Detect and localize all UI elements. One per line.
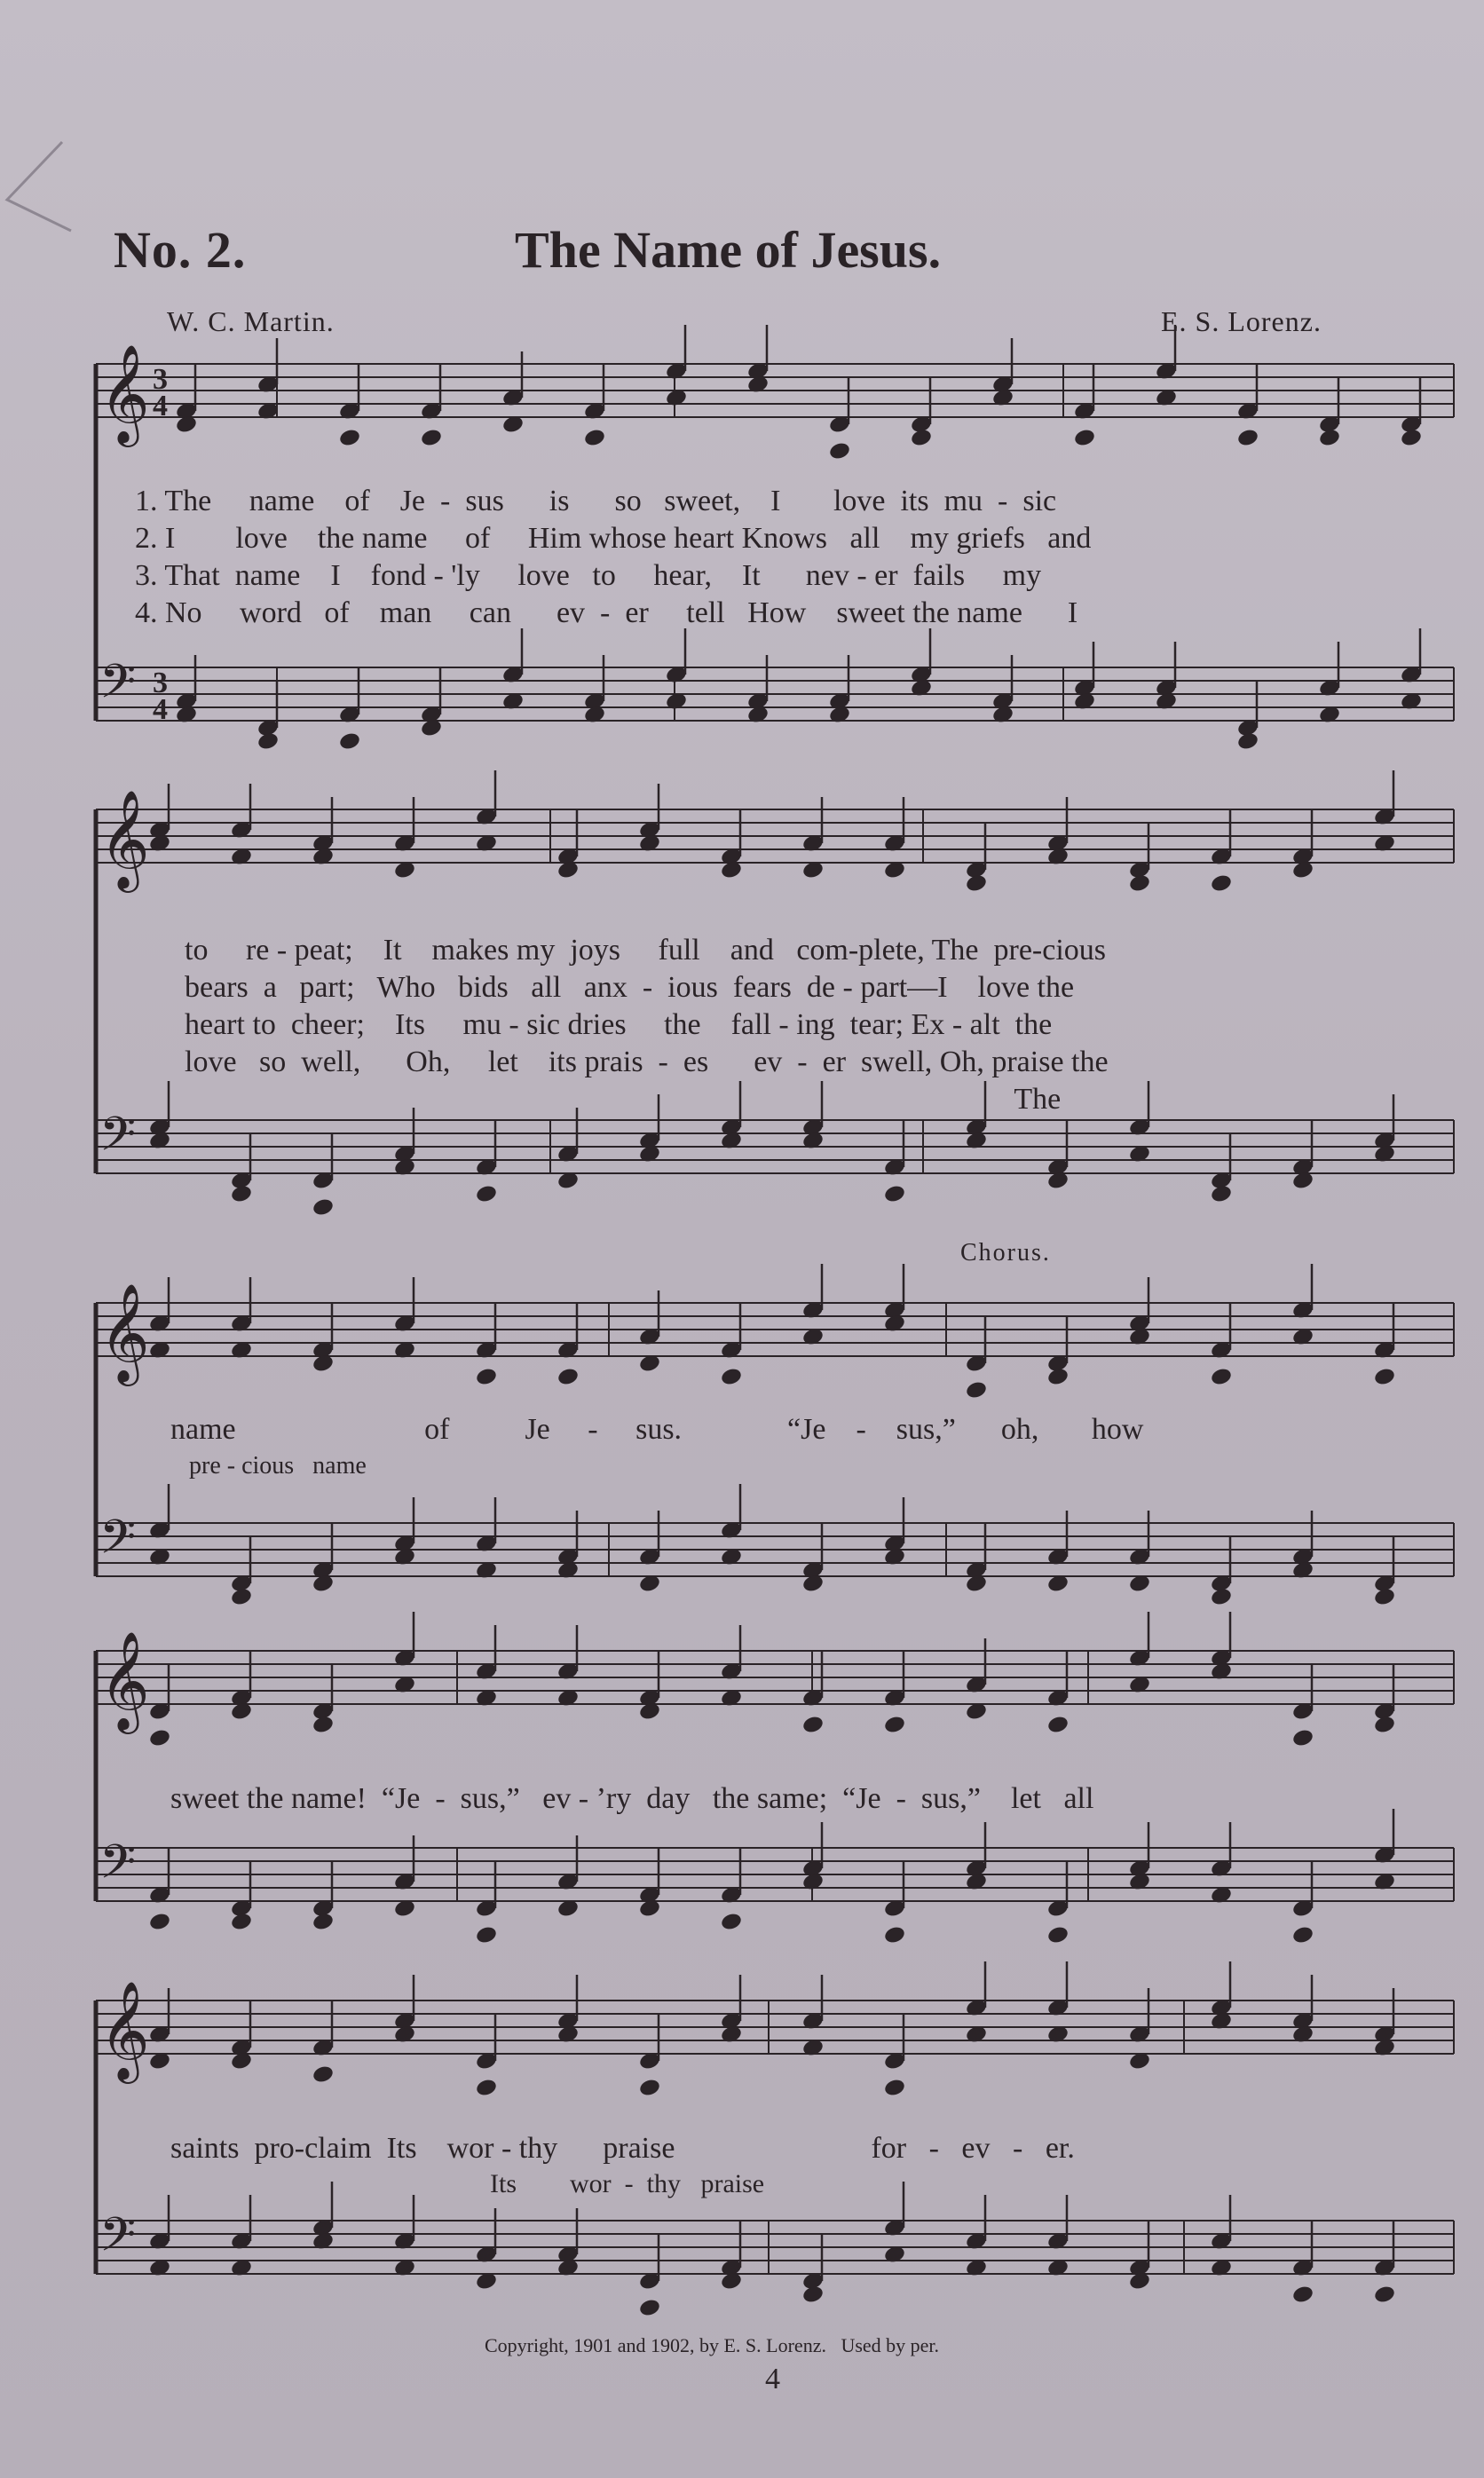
note-head-icon: [583, 428, 606, 448]
note-head-icon: [556, 1367, 580, 1387]
note-head-icon: [1210, 1367, 1233, 1387]
bass-clef-icon: 𝄢: [99, 1835, 137, 1901]
time-signature-icon: 3: [153, 667, 168, 699]
note-head-icon: [312, 1715, 335, 1735]
note-head-icon: [883, 1184, 906, 1204]
lyric-line-chorus: saints pro-claim Its wor - thy praise for - ev - er.: [170, 2132, 1075, 2165]
note-head-icon: [1210, 1587, 1233, 1607]
note-head-icon: [475, 1184, 498, 1204]
bass-clef-icon: 𝄢: [99, 1108, 137, 1173]
treble-clef-icon: 𝄞: [99, 789, 150, 888]
note-head-icon: [1400, 428, 1423, 448]
note-head-icon: [720, 1367, 743, 1387]
note-head-icon: [965, 873, 988, 894]
bass-clef-icon: 𝄢: [99, 655, 137, 721]
note-head-icon: [338, 428, 361, 448]
page-number: 4: [765, 2363, 780, 2395]
note-head-icon: [1291, 2285, 1314, 2305]
lyric-line-verse-1: to re - peat; It makes my joys full and com-plete, The pre-cious: [185, 934, 1106, 967]
note-head-icon: [1318, 428, 1341, 448]
note-head-icon: [883, 2078, 906, 2098]
note-head-icon: [1046, 1925, 1070, 1945]
note-head-icon: [1291, 1925, 1314, 1945]
note-head-icon: [1210, 1184, 1233, 1204]
note-head-icon: [230, 1587, 253, 1607]
note-head-icon: [1373, 1715, 1396, 1735]
hymn-title: The Name of Jesus.: [515, 221, 942, 279]
chorus-label: Chorus.: [960, 1239, 1051, 1267]
treble-clef-icon: 𝄞: [99, 1630, 150, 1730]
note-head-icon: [801, 1715, 825, 1735]
time-signature-icon: 4: [153, 390, 168, 422]
lyric-line-chorus-bass: Its wor - thy praise: [170, 2169, 765, 2198]
note-head-icon: [638, 2298, 661, 2318]
composer: E. S. Lorenz.: [1161, 305, 1322, 337]
lyric-line-verse-3: 3. That name I fond - 'ly love to hear, It nev - er fails my: [135, 559, 1042, 592]
note-head-icon: [828, 441, 851, 462]
note-head-icon: [475, 2078, 498, 2098]
note-head-icon: [148, 1912, 171, 1932]
hymn-number: No. 2.: [114, 221, 247, 279]
note-head-icon: [312, 2064, 335, 2085]
note-head-icon: [1073, 428, 1096, 448]
note-head-icon: [475, 1925, 498, 1945]
note-head-icon: [1373, 1367, 1396, 1387]
lyric-line-verse-2: bears a part; Who bids all anx - ious fears de - part—I love the: [185, 971, 1075, 1004]
lyricist: W. C. Martin.: [167, 305, 335, 337]
note-head-icon: [1128, 873, 1151, 894]
note-head-icon: [965, 1380, 988, 1401]
note-head-icon: [230, 1912, 253, 1932]
lyric-line-chorus-alto: pre - cious name: [170, 1452, 367, 1480]
time-signature-icon: 4: [153, 693, 168, 726]
note-head-icon: [1046, 1367, 1070, 1387]
note-head-icon: [230, 1184, 253, 1204]
time-signature-icon: 3: [153, 363, 168, 396]
copyright-notice: Copyright, 1901 and 1902, by E. S. Lorenz. Used by per.: [485, 2334, 940, 2356]
lyric-line-verse-4: 4. No word of man can ev - er tell How sweet the name I: [135, 596, 1078, 629]
lyric-line-verse-3: heart to cheer; Its mu - sic dries the fall - ing tear; Ex - alt the: [185, 1008, 1053, 1041]
note-head-icon: [801, 2285, 825, 2305]
note-head-icon: [257, 731, 280, 752]
note-head-icon: [883, 1715, 906, 1735]
treble-clef-icon: 𝄞: [99, 1282, 150, 1382]
treble-clef-icon: 𝄞: [99, 1980, 150, 2079]
lyric-line-verse-1: 1. The name of Je - sus is so sweet, I love its mu - sic: [135, 485, 1057, 517]
note-head-icon: [420, 428, 443, 448]
note-head-icon: [910, 428, 933, 448]
lyric-line-chorus: name of Je - sus. “Je - sus,” oh, how: [170, 1413, 1144, 1446]
note-head-icon: [1046, 1715, 1070, 1735]
lyric-line-verse-4: love so well, Oh, let its prais - es ev - er swell, Oh, praise the: [185, 1046, 1109, 1078]
note-head-icon: [720, 1912, 743, 1932]
note-head-icon: [1373, 1587, 1396, 1607]
note-head-icon: [1236, 731, 1259, 752]
note-head-icon: [338, 731, 361, 752]
bass-clef-icon: 𝄢: [99, 2208, 137, 2274]
lyric-line-refrain-lead: The: [185, 1083, 1062, 1116]
note-head-icon: [1291, 1728, 1314, 1748]
note-head-icon: [1210, 873, 1233, 894]
lyric-line-verse-2: 2. I love the name of Him whose heart Knows all my griefs and: [135, 522, 1092, 555]
note-head-icon: [312, 1912, 335, 1932]
note-head-icon: [148, 1728, 171, 1748]
note-head-icon: [475, 1367, 498, 1387]
note-head-icon: [1236, 428, 1259, 448]
note-head-icon: [638, 2078, 661, 2098]
treble-clef-icon: 𝄞: [99, 343, 150, 443]
bass-clef-icon: 𝄢: [99, 1511, 137, 1576]
note-head-icon: [883, 1925, 906, 1945]
note-head-icon: [312, 1197, 335, 1218]
lyric-line-chorus: sweet the name! “Je - sus,” ev - ’ry day the same; “Je - sus,” let all: [170, 1782, 1094, 1815]
note-head-icon: [1373, 2285, 1396, 2305]
